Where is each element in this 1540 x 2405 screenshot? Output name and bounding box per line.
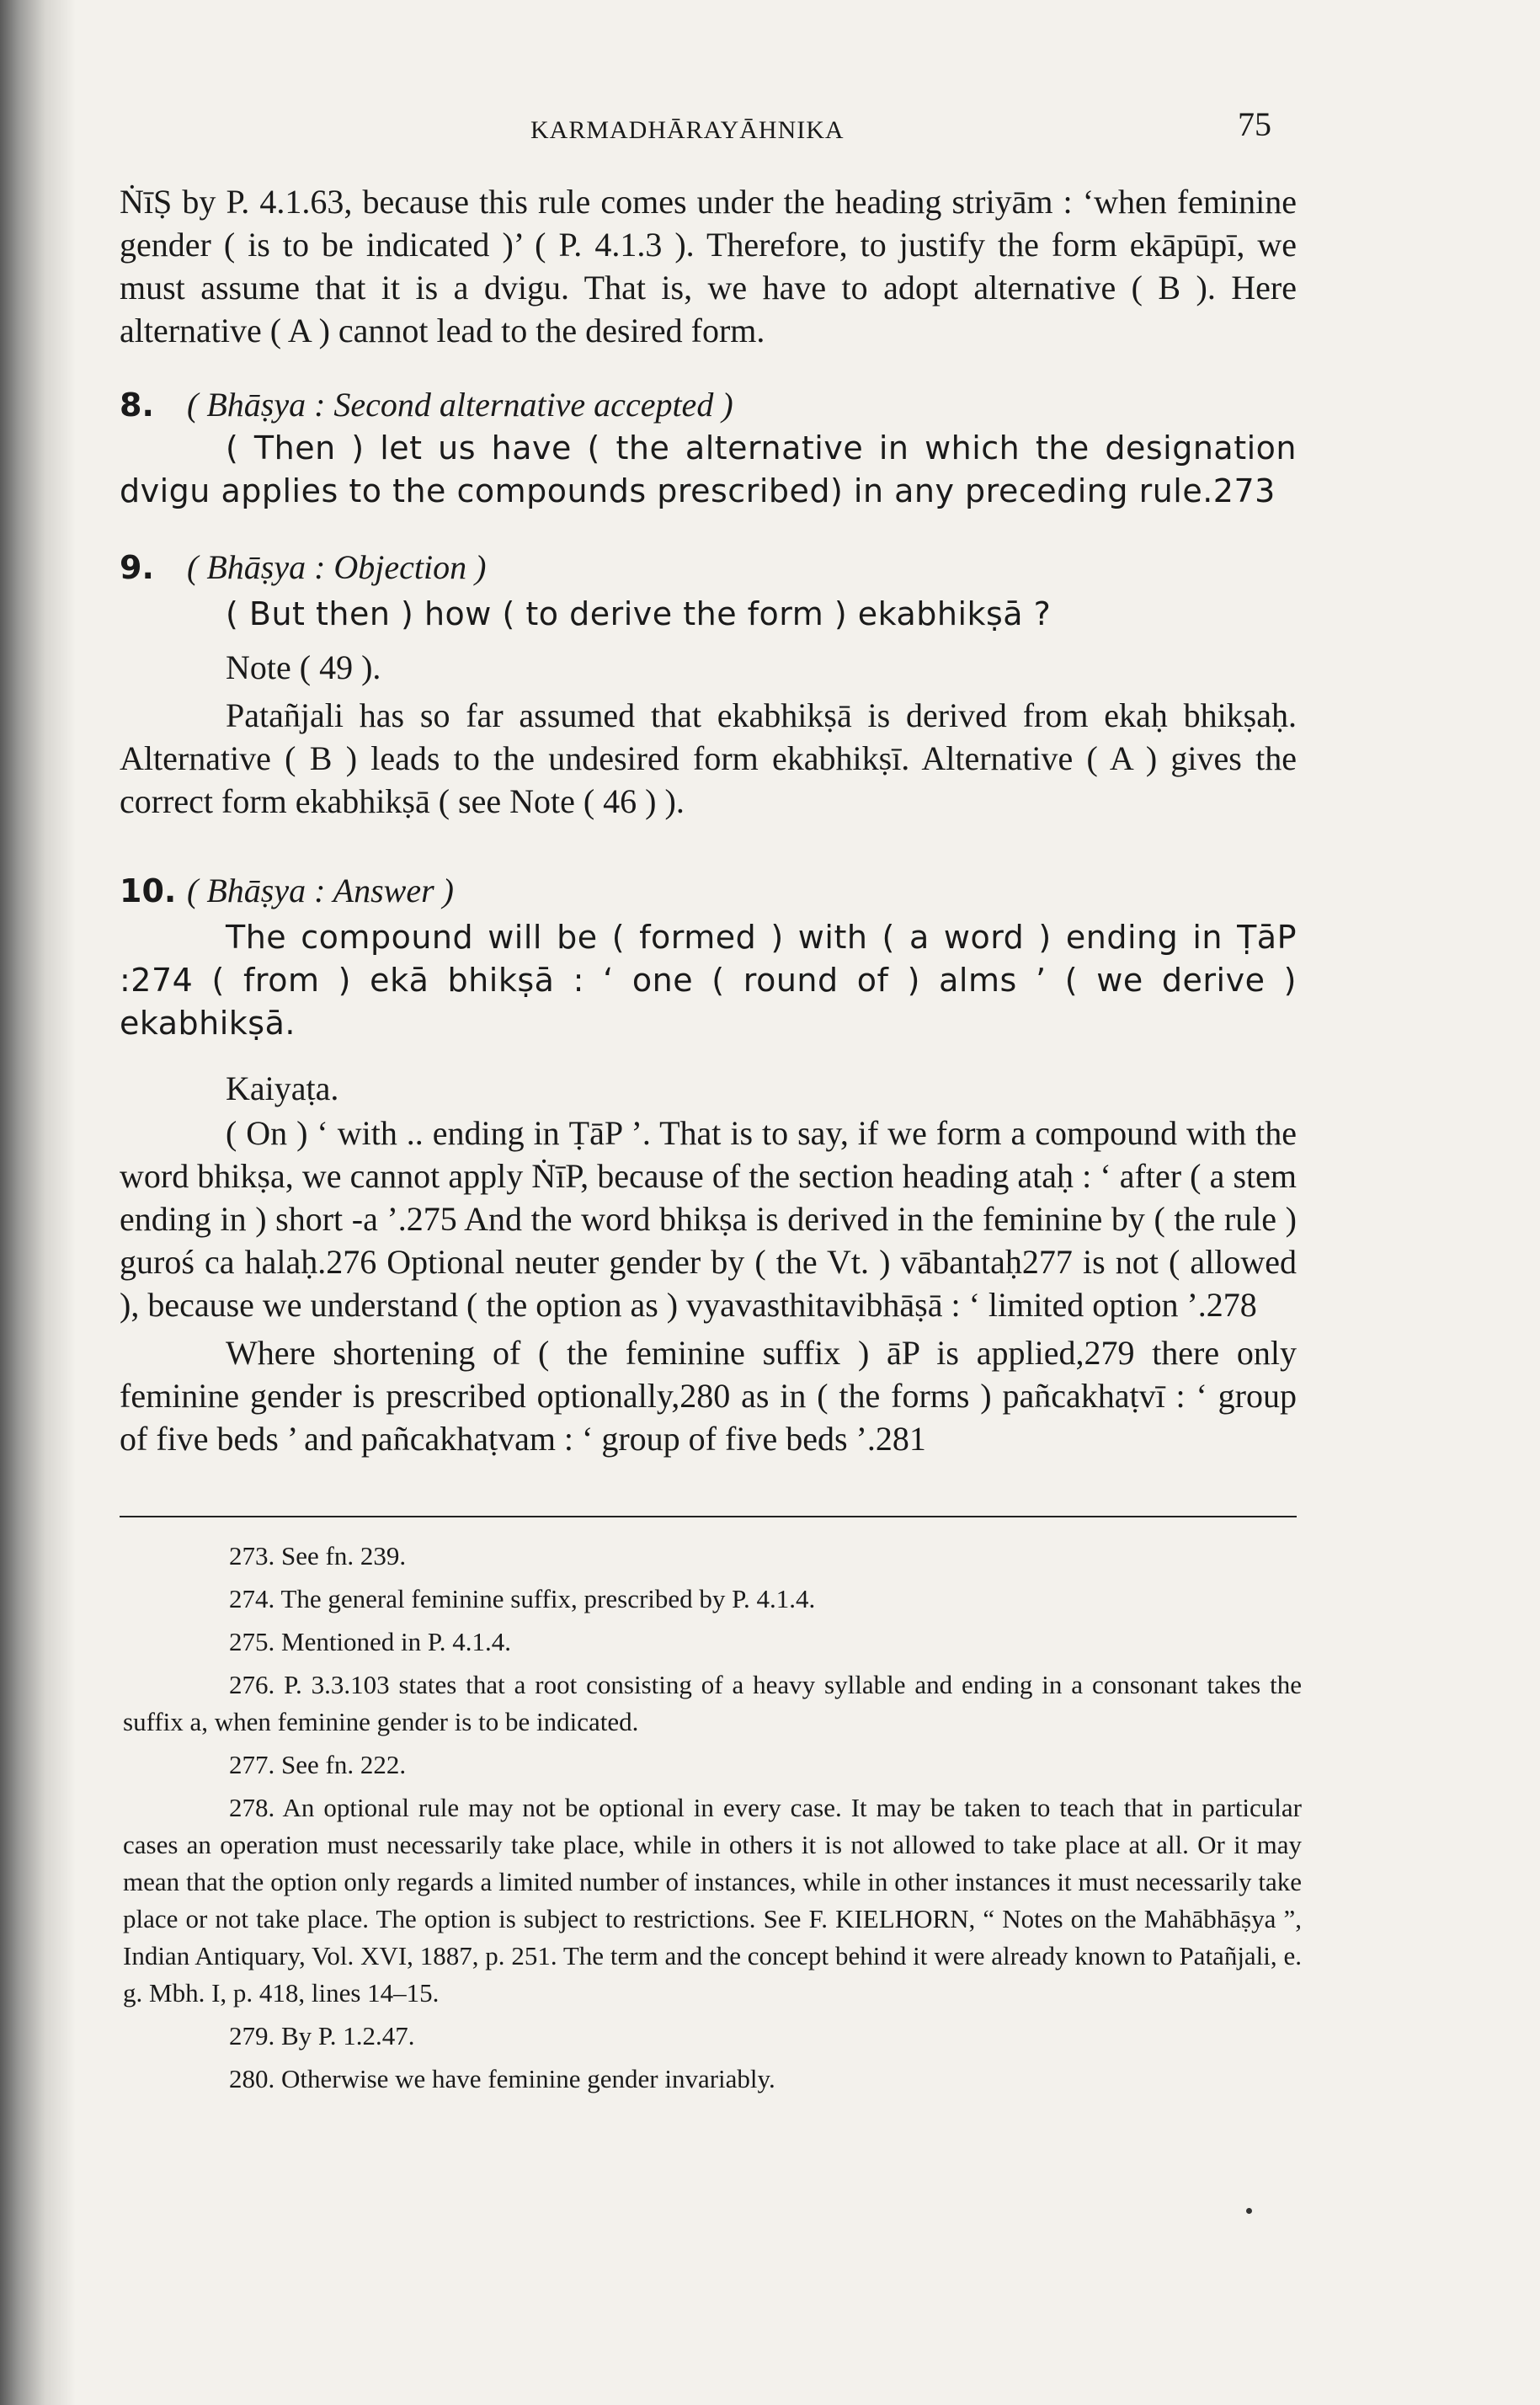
- section-9-heading: [120, 546, 1297, 589]
- running-head: KARMADHĀRAYĀHNIKA: [530, 116, 845, 144]
- kaiyata-label: Kaiyaṭa.: [226, 1069, 339, 1107]
- intro-paragraph: ṄīṢ by P. 4.1.63, because this rule comes under the heading striyām : ‘when feminine gender ( is to be indicated )’ ( P. 4.1.3 ). Therefore, to justify the form ekāpūpī, we must assume that it is a dvigu. That is, we have to adopt alternative ( B ). Here alternative ( A ) cannot lead to the desired form.: [120, 183, 1297, 349]
- section-8-title: ( Bhāṣya : Second alternative accepted ): [187, 386, 733, 424]
- section-8-number: 8.: [120, 387, 154, 424]
- shortening-paragraph: Where shortening of ( the feminine suffix ) āP is applied,279 there only feminine gender is prescribed optionally,280 as in ( the forms ) pañcakhaṭvī : ‘ group of five beds ’ and pañcakhaṭvam : ‘ group of five beds ’.281: [120, 1334, 1297, 1458]
- note-49-label: Note ( 49 ).: [226, 648, 381, 686]
- footnotes: [123, 1538, 1302, 2104]
- section-8-text: ( Then ) let us have ( the alternative in which the designation dvigu applies to the compounds prescribed) in any preceding rule.273: [120, 429, 1297, 509]
- section-10-heading: [120, 869, 1297, 913]
- section-9-text: ( But then ) how ( to derive the form ) ekabhikṣā ?: [226, 595, 1052, 632]
- footnote-278: 278. An optional rule may not be optional in every case. It may be taken to teach that in particular cases an operation must necessarily take place, while in others it is not allowed to take place at all. Or it may mean that the option only regards a limited number of instances, while in other instances it must necessarily take place or not take place. The option is subject to restrictions. See F. KIELHORN, “ Notes on the Mahābhāṣya ”, Indian Antiquary, Vol. XVI, 1887, p. 251. The term and the concept behind it were already known to Patañjali, e. g. Mbh. I, p. 418, lines 14–15.: [123, 1793, 1302, 2008]
- footnote-273: 273. See fn. 239.: [229, 1541, 407, 1570]
- section-9-number: 9.: [120, 549, 154, 586]
- footnote-277: 277. See fn. 222.: [229, 1750, 407, 1779]
- section-10: [120, 869, 1297, 1460]
- footnote-separator: [120, 1516, 1297, 1517]
- footnote-274: 274. The general feminine suffix, prescribed by P. 4.1.4.: [229, 1584, 816, 1613]
- intro-paragraph-block: [120, 180, 1297, 352]
- footnote-276: 276. P. 3.3.103 states that a root consisting of a heavy syllable and ending in a consonant takes the suffix a, when feminine gender is to be indicated.: [123, 1670, 1302, 1736]
- kaiyata-text: ( On ) ‘ with .. ending in ṬāP ’. That is to say, if we form a compound with the word bhikṣa, we cannot apply ṄīP, because of the section heading ataḥ : ‘ after ( a stem ending in ) short -a ’.275 And the word bhikṣa is derived in the feminine by ( the rule ) guroś ca halaḥ.276 Optional neuter gender by ( the Vt. ) vābantaḥ277 is not ( allowed ), because we understand ( the option as ) vyavasthitavibhāṣā : ‘ limited option ’.278: [120, 1114, 1297, 1324]
- section-8: [120, 383, 1297, 513]
- section-10-number: 10.: [120, 872, 177, 909]
- section-10-title: ( Bhāṣya : Answer ): [187, 872, 454, 909]
- section-9-title: ( Bhāṣya : Objection ): [187, 548, 487, 586]
- section-10-text: The compound will be ( formed ) with ( a word ) ending in ṬāP :274 ( from ) ekā bhikṣā : ‘ one ( round of ) alms ’ ( we derive ) ekabhikṣā.: [120, 919, 1297, 1042]
- page-number: 75: [1238, 105, 1271, 143]
- note-49-text: Patañjali has so far assumed that ekabhikṣā is derived from ekaḥ bhikṣaḥ. Alternative ( B ) leads to the undesired form ekabhikṣī. Alternative ( A ) gives the correct form ekabhikṣā ( see Note ( 46 ) ).: [120, 696, 1297, 820]
- footnote-279: 279. By P. 1.2.47.: [229, 2021, 415, 2050]
- page-speck: [1246, 2208, 1252, 2214]
- section-9: [120, 546, 1297, 823]
- section-8-heading: [120, 383, 1297, 427]
- footnote-280: 280. Otherwise we have feminine gender invariably.: [229, 2064, 775, 2093]
- footnote-275: 275. Mentioned in P. 4.1.4.: [229, 1627, 511, 1656]
